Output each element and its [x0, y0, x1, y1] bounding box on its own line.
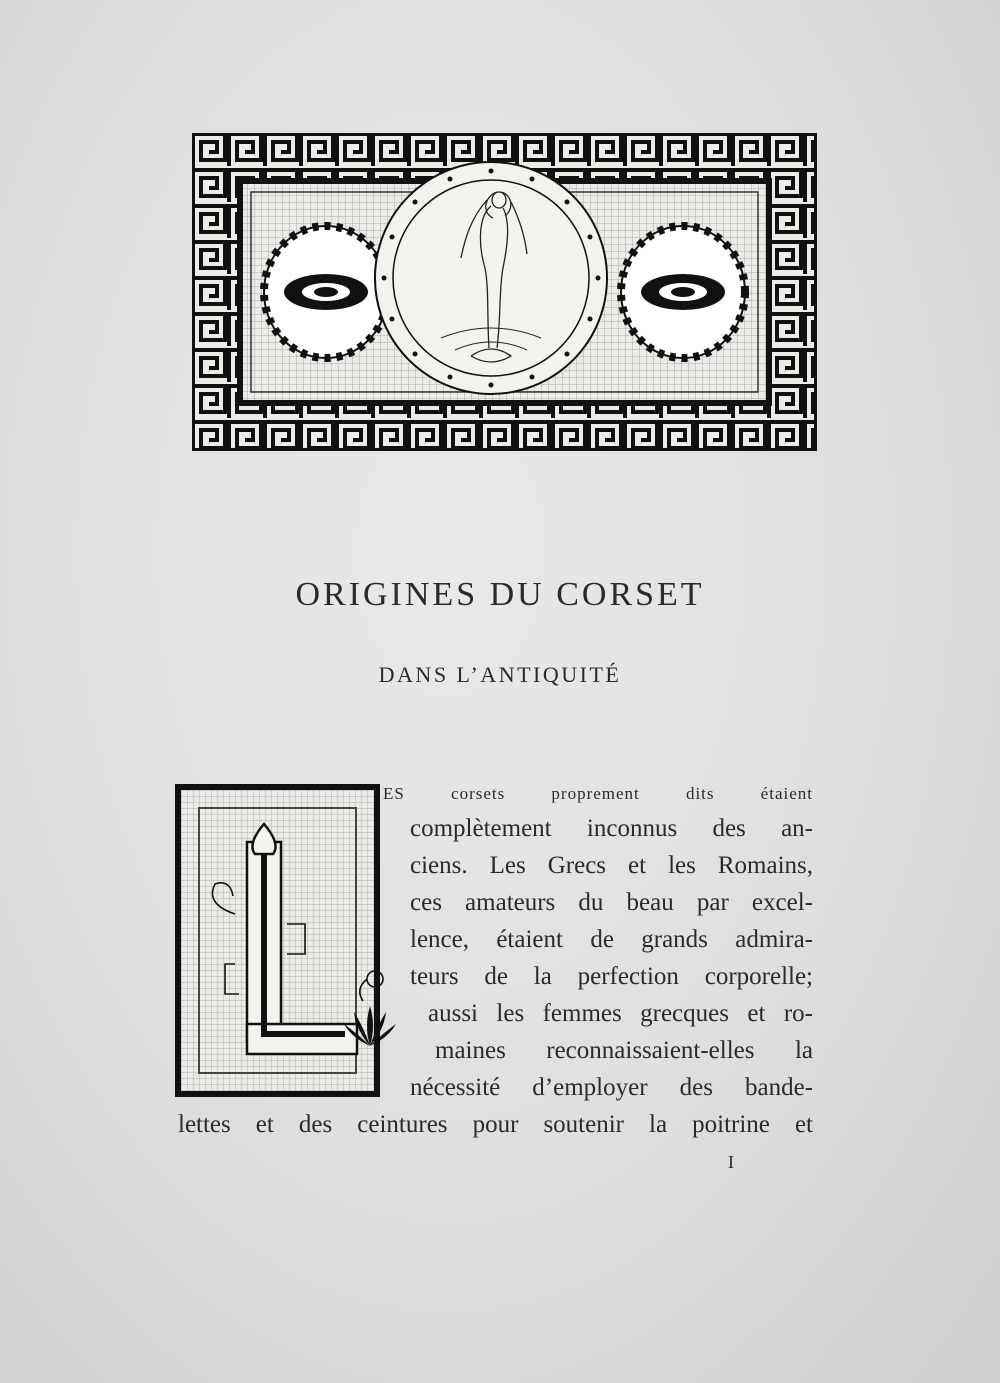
chapter-subtitle: DANS L’ANTIQUITÉ: [378, 662, 622, 687]
text-line-6: teurs de la perfection corporelle;: [410, 963, 813, 990]
first-line-text: ES corsets proprement dits étaient: [383, 784, 813, 803]
ornamental-headpiece: [191, 132, 818, 452]
text-line-9: nécessité d’employer des bande-: [410, 1074, 813, 1101]
right-petal-ornament: [621, 226, 745, 358]
decorated-initial-l: [175, 784, 405, 1097]
text-line-8: maines reconnaissaient-elles la: [435, 1037, 813, 1064]
text-line-5: lence, étaient de grands admira-: [410, 926, 813, 953]
text-line-4: ces amateurs du beau par excel-: [410, 889, 813, 916]
text-line-1: [383, 778, 813, 806]
text-line-2: complètement inconnus des an-: [410, 815, 813, 842]
page-number: I: [728, 1152, 734, 1172]
text-line-7: aussi les femmes grecques et ro-: [428, 1000, 813, 1027]
chapter-title: ORIGINES DU CORSET: [295, 576, 705, 613]
left-petal-ornament: [264, 226, 388, 358]
text-line-3: ciens. Les Grecs et les Romains,: [410, 852, 813, 879]
venus-medallion: [375, 162, 607, 394]
text-line-10: lettes et des ceintures pour soutenir la poitrine et: [178, 1111, 813, 1138]
